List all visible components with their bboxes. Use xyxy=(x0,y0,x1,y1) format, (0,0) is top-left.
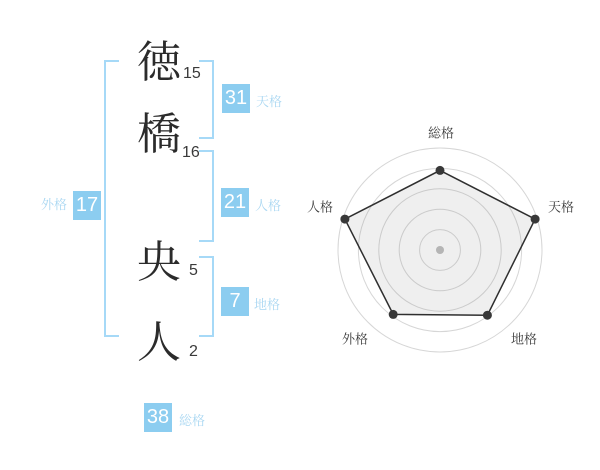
stroke-count-4: 2 xyxy=(189,343,198,360)
jinkaku-value-badge: 21 xyxy=(221,188,249,217)
radar-vertex-dot xyxy=(340,215,349,224)
chikaku-value-badge: 7 xyxy=(221,287,249,316)
gaikaku-label: 外格 xyxy=(41,197,68,212)
tenkaku-value-badge: 31 xyxy=(222,84,250,113)
radar-axis-label: 人格 xyxy=(306,199,334,215)
stroke-count-1: 15 xyxy=(183,65,201,82)
name-character-4: 人 xyxy=(137,318,181,367)
stroke-count-3: 5 xyxy=(189,262,198,279)
stroke-count-2: 16 xyxy=(182,144,200,161)
radar-polygon xyxy=(345,170,535,315)
radar-vertex-dot xyxy=(436,166,445,175)
bracket-tenkaku xyxy=(199,60,214,139)
radar-axis-label: 地格 xyxy=(510,331,538,347)
radar-vertex-dot xyxy=(483,311,492,320)
radar-axis-label: 総格 xyxy=(427,125,455,141)
radar-axis-label: 外格 xyxy=(341,331,369,347)
tenkaku-label: 天格 xyxy=(256,94,283,109)
radar-axis-label: 天格 xyxy=(547,199,575,215)
bracket-gaikaku xyxy=(104,60,119,337)
gaikaku-value-badge: 17 xyxy=(73,191,101,220)
bracket-jinkaku xyxy=(199,150,214,242)
jinkaku-label: 人格 xyxy=(255,198,282,213)
soukaku-value-badge: 38 xyxy=(144,403,172,432)
name-character-1: 徳 xyxy=(137,38,181,87)
name-character-2: 橋 xyxy=(137,110,181,159)
radar-chart xyxy=(280,100,600,400)
chikaku-label: 地格 xyxy=(254,297,281,312)
radar-vertex-dot xyxy=(389,310,398,319)
soukaku-label: 総格 xyxy=(179,413,206,428)
bracket-chikaku xyxy=(199,256,214,337)
name-character-3: 央 xyxy=(137,238,181,287)
radar-vertex-dot xyxy=(531,215,540,224)
